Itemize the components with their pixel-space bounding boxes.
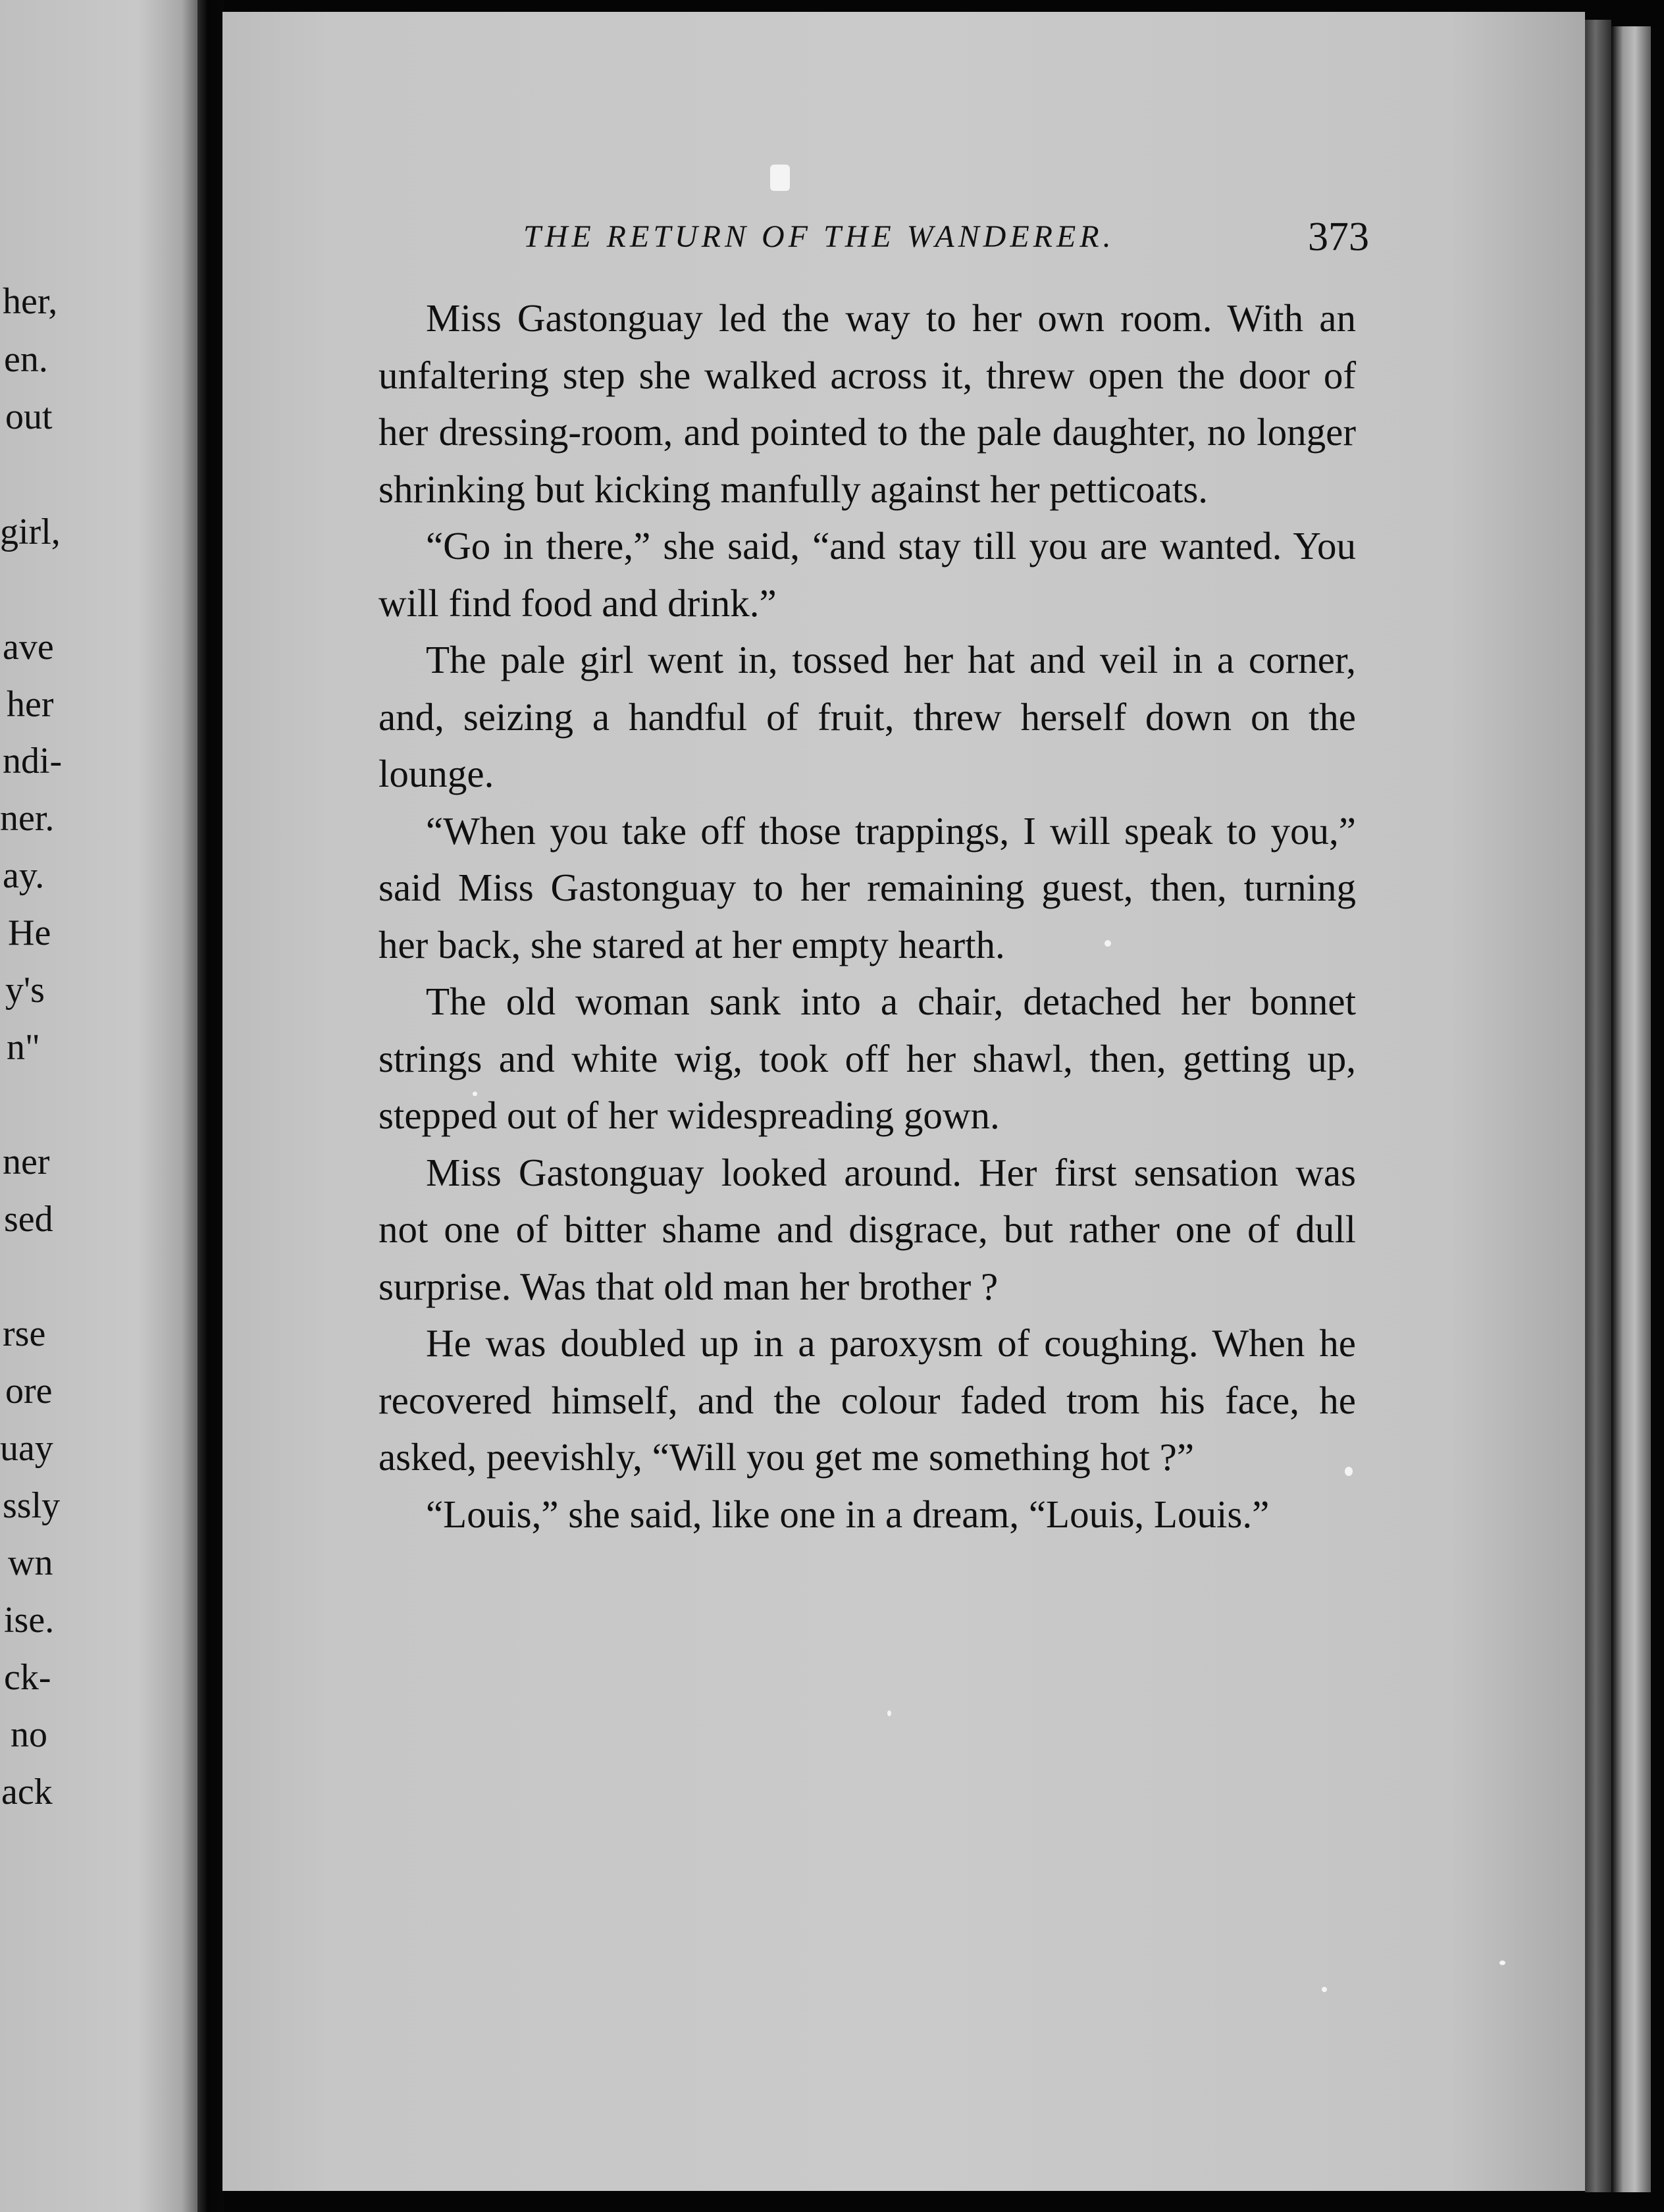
fragment-line: sed [4, 1199, 53, 1240]
fragment-line: uay [0, 1428, 53, 1469]
fragment-line: ndi- [3, 741, 63, 781]
paragraph: The pale girl went in, tossed her hat and veil in a corner, and, seizing a handful of fruit, threw herself down on the lounge. [378, 638, 1356, 795]
paragraph: “When you take off those trappings, I will speak to you,” said Miss Gastonguay to her remaining guest, then, turning her back, she stared at her empty hearth. [378, 808, 1356, 966]
book-gutter [197, 0, 224, 2212]
fragment-line: ssly [3, 1485, 61, 1526]
running-header [303, 211, 1369, 263]
fragment-line: no [11, 1714, 47, 1755]
fragment-line: ise. [4, 1600, 55, 1641]
fragment-line: ay. [3, 855, 45, 896]
fragment-line: He [8, 912, 51, 953]
fragment-line: wn [8, 1542, 53, 1583]
fragment-line: out [5, 396, 53, 437]
paragraph: He was doubled up in a paroxysm of coughing. When he recovered himself, and the colour faded trom his face, he asked, peevishly, “Will you get me something hot ?” [378, 1321, 1356, 1479]
fragment-line: ack [1, 1772, 53, 1812]
previous-page-text-fragments [0, 0, 197, 2212]
fragment-line: girl, [0, 512, 61, 552]
fragment-line: ck- [4, 1657, 51, 1698]
paragraph: Miss Gastonguay led the way to her own room. With an unfaltering step she walked across it, threw open the door of her dressing-room, and pointed to the pale daughter, no longer shrinking but kicking manfully against her petticoats. [378, 296, 1356, 511]
running-title: THE RETURN OF THE WANDERER. [523, 219, 1115, 254]
paragraph: “Louis,” she said, like one in a dream, “Louis, Louis.” [426, 1492, 1270, 1536]
fragment-line: her, [3, 281, 58, 322]
fragment-line: rse [3, 1313, 46, 1354]
page-number: 373 [1308, 215, 1369, 259]
paragraph: The old woman sank into a chair, detached her bonnet strings and white wig, took off her shawl, then, getting up, stepped out of her widespreading gown. [378, 980, 1356, 1137]
fragment-line: ner. [0, 798, 55, 839]
fragment-line: y's [5, 970, 45, 1011]
fragment-line: ore [5, 1371, 53, 1411]
book-fore-edge [1611, 26, 1651, 2192]
fragment-line: n" [7, 1027, 40, 1068]
fragment-line: en. [4, 339, 48, 380]
fragment-line: ave [3, 627, 54, 668]
fragment-line: her [7, 684, 54, 725]
fragment-line: ner [3, 1142, 50, 1182]
paragraph: “Go in there,” she said, “and stay till you are wanted. You will find food and drink.” [378, 524, 1356, 625]
page-edge-shadow [1585, 20, 1611, 2192]
previous-page-edge [0, 0, 197, 2212]
paragraph: Miss Gastonguay looked around. Her first sensation was not one of bitter shame and disgrace, but rather one of dull surprise. Was that old man her brother ? [378, 1150, 1356, 1308]
body-text [378, 290, 1356, 1542]
